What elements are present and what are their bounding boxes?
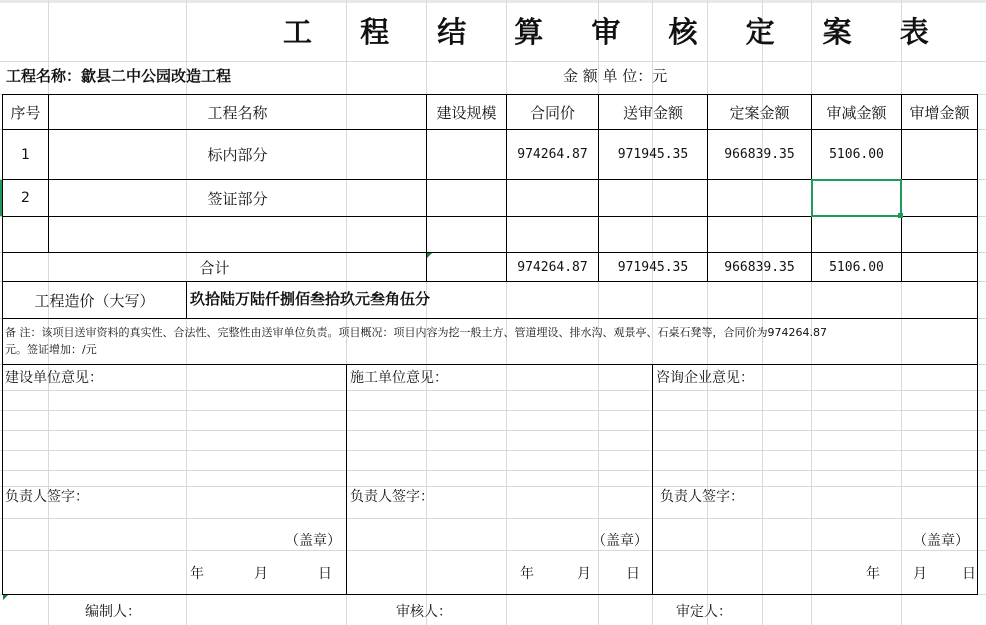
header-increase: 审增金额	[909, 103, 970, 122]
sheet-title: 工 程 结 算 审 核 定 案 表	[283, 15, 948, 49]
cell-submitted[interactable]: 971945.35	[617, 147, 689, 162]
date-year: 年	[190, 566, 204, 582]
date-month: 月	[577, 566, 591, 582]
header-scale: 建设规模	[436, 103, 497, 122]
signature-label: 负责人签字：	[5, 489, 89, 505]
cell-contract[interactable]: 974264.87	[517, 147, 588, 162]
header-final: 定案金额	[729, 103, 790, 122]
cell-project-name[interactable]: 标内部分	[207, 146, 268, 164]
total-contract[interactable]: 974264.87	[517, 259, 588, 275]
cell-seq[interactable]: 2	[21, 190, 30, 206]
total-reduce[interactable]: 5106.00	[829, 259, 884, 275]
signature-label: 负责人签字：	[350, 489, 434, 505]
stamp-label: （盖章）	[592, 533, 648, 549]
date-month: 月	[913, 566, 927, 582]
date-day: 日	[626, 566, 640, 582]
header-reduce: 审减金额	[826, 103, 887, 122]
cell-indicator-icon	[3, 595, 8, 600]
opinion-title: 建设单位意见：	[5, 370, 103, 386]
project-name: 工程名称：歙县二中公园改造工程	[6, 67, 232, 85]
stamp-label: （盖章）	[913, 533, 969, 549]
opinion-title: 施工单位意见：	[350, 370, 448, 386]
total-final[interactable]: 966839.35	[724, 259, 795, 275]
cell-project-name[interactable]: 签证部分	[207, 189, 268, 208]
header-contract: 合同价	[529, 103, 575, 122]
date-month: 月	[254, 566, 268, 582]
fill-handle[interactable]	[898, 213, 903, 218]
compiler-label: 编制人：	[85, 604, 141, 620]
stamp-label: （盖章）	[285, 533, 341, 549]
header-submitted: 送审金额	[622, 103, 683, 122]
total-label: 合计	[199, 258, 230, 277]
header-seq: 序号	[10, 103, 41, 122]
remark-line-2: 元。签证增加：/元	[5, 343, 97, 356]
cost-value[interactable]: 玖拾陆万陆仟捌佰叁拾玖元叁角伍分	[190, 290, 431, 308]
opinion-title: 咨询企业意见：	[656, 370, 754, 386]
cost-label: 工程造价（大写）	[34, 291, 155, 310]
amount-unit: 金 额 单 位：元	[563, 67, 668, 85]
date-day: 日	[318, 566, 332, 582]
date-year: 年	[520, 566, 534, 582]
reviewer-label: 审核人：	[396, 604, 452, 620]
cell-seq[interactable]: 1	[21, 146, 30, 163]
date-year: 年	[866, 566, 880, 582]
signature-label: 负责人签字：	[660, 489, 744, 505]
remark-line-1: 备 注：该项目送审资料的真实性、合法性、完整性由送审单位负责。项目概况：项目内容为挖一般土方、管道埋设、排水沟、观景亭、石桌石凳等，合同价为974264.87	[5, 326, 827, 339]
row-selection-marker	[0, 180, 2, 216]
cell-reduce[interactable]: 5106.00	[829, 147, 884, 162]
total-submitted[interactable]: 971945.35	[617, 259, 689, 275]
date-day: 日	[962, 566, 976, 582]
column-header-strip	[0, 0, 986, 3]
cell-indicator-icon	[427, 253, 432, 258]
cell-final[interactable]: 966839.35	[724, 147, 795, 162]
approver-label: 审定人：	[676, 604, 732, 620]
selected-cell[interactable]	[811, 179, 902, 217]
header-project-name: 工程名称	[207, 103, 268, 122]
